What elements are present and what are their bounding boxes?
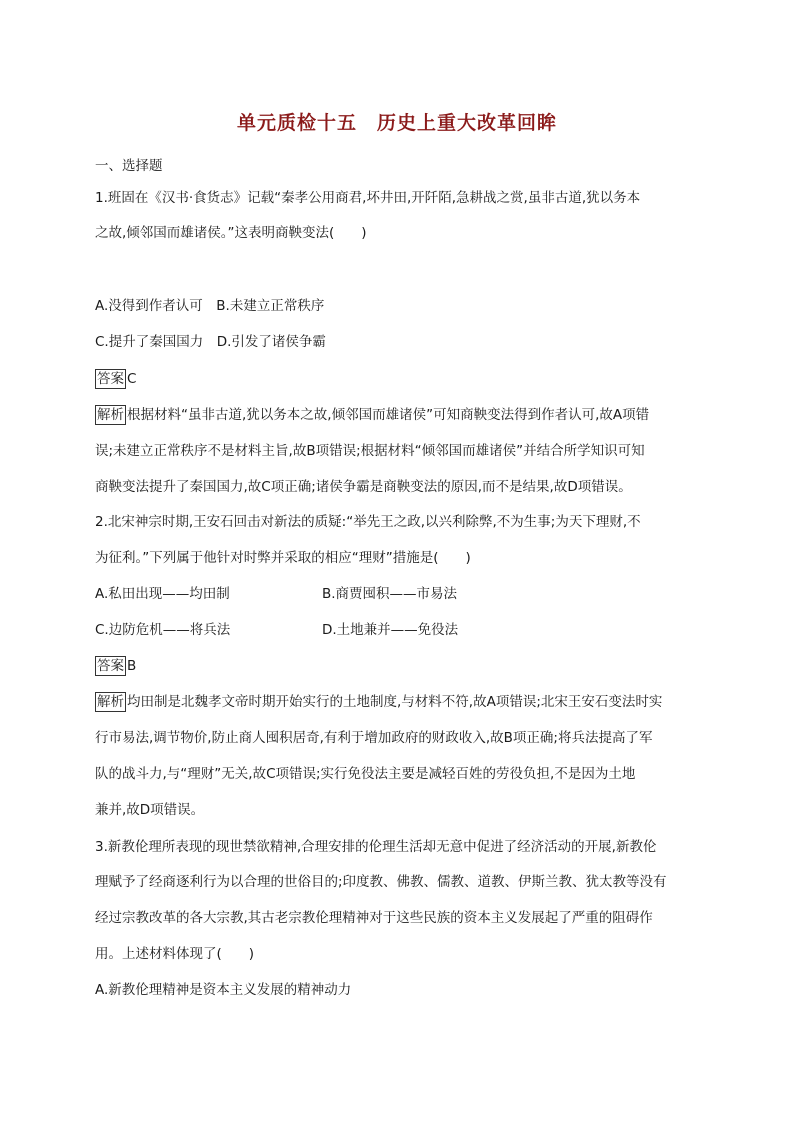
q2-answer-value: B	[127, 658, 137, 674]
analysis-label-box: 解析	[97, 694, 124, 710]
answer-label-box: 答案	[97, 658, 124, 674]
q2-option-c: C.边防危机——将兵法	[95, 622, 231, 638]
q1-analysis-line2: 误;未建立正常秩序不是材料主旨,故B项错误;根据材料“倾邻国而雄诸侯”并结合所学知识可知	[95, 443, 645, 459]
q2-stem-line1: 2.北宋神宗时期,王安石回击对新法的质疑:“举先王之政,以兴利除弊,不为生事;为天下理财,不	[95, 514, 641, 530]
q2-option-b: B.商贾囤积——市易法	[322, 586, 458, 602]
q2-analysis-line2: 行市易法,调节物价,防止商人囤积居奇,有利于增加政府的财政收入,故B项正确;将兵法提高了军	[95, 730, 653, 746]
q2-options-ab	[95, 584, 230, 604]
analysis-label-box: 解析	[97, 407, 124, 423]
q2-option-d: D.土地兼并——免役法	[322, 622, 459, 638]
section-heading: 一、选择题	[95, 158, 163, 174]
q3-stem-line2: 理赋予了经商逐利行为以合理的世俗目的;印度教、佛教、儒教、道教、伊斯兰教、犹太教等没有	[95, 874, 667, 890]
q1-analysis-text1: 根据材料“虽非古道,犹以务本之故,倾邻国而雄诸侯”可知商鞅变法得到作者认可,故A项错	[127, 407, 650, 423]
q1-answer-value: C	[127, 371, 137, 387]
q1-options-cd: C.提升了秦国国力 D.引发了诸侯争霸	[95, 334, 326, 350]
q1-analysis-line3: 商鞅变法提升了秦国国力,故C项正确;诸侯争霸是商鞅变法的原因,而不是结果,故D项错误。	[95, 479, 632, 495]
q1-stem-line2: 之故,倾邻国而雄诸侯。”这表明商鞅变法( )	[95, 225, 367, 241]
q2-option-a: A.私田出现——均田制	[95, 586, 230, 602]
q1-analysis-line1	[95, 405, 649, 425]
q2-stem-line2: 为征利。”下列属于他针对时弊并采取的相应“理财”措施是( )	[95, 550, 471, 566]
q1-options-ab: A.没得到作者认可 B.未建立正常秩序	[95, 298, 325, 314]
q2-analysis-line3: 队的战斗力,与“理财”无关,故C项错误;实行免役法主要是减轻百姓的劳役负担,不是因为土地	[95, 766, 636, 782]
q1-stem-line1: 1.班固在《汉书·食货志》记载“秦孝公用商君,坏井田,开阡陌,急耕战之赏,虽非古道,犹以务本	[95, 190, 641, 206]
q3-option-a: A.新教伦理精神是资本主义发展的精神动力	[95, 982, 352, 998]
q2-analysis-line4: 兼并,故D项错误。	[95, 802, 205, 818]
q2-answer	[95, 656, 136, 676]
page-title: 单元质检十五 历史上重大改革回眸	[236, 112, 557, 134]
q1-answer	[95, 369, 136, 389]
q3-stem-line4: 用。上述材料体现了( )	[95, 946, 255, 962]
answer-label-box: 答案	[97, 371, 124, 387]
q3-stem-line1: 3.新教伦理所表现的现世禁欲精神,合理安排的伦理生活却无意中促进了经济活动的开展,新教伦	[95, 839, 657, 855]
q2-analysis-line1	[95, 692, 662, 712]
q3-stem-line3: 经过宗教改革的各大宗教,其古老宗教伦理精神对于这些民族的资本主义发展起了严重的阻碍作	[95, 910, 653, 926]
q2-analysis-text1: 均田制是北魏孝文帝时期开始实行的土地制度,与材料不符,故A项错误;北宋王安石变法时实	[127, 694, 663, 710]
